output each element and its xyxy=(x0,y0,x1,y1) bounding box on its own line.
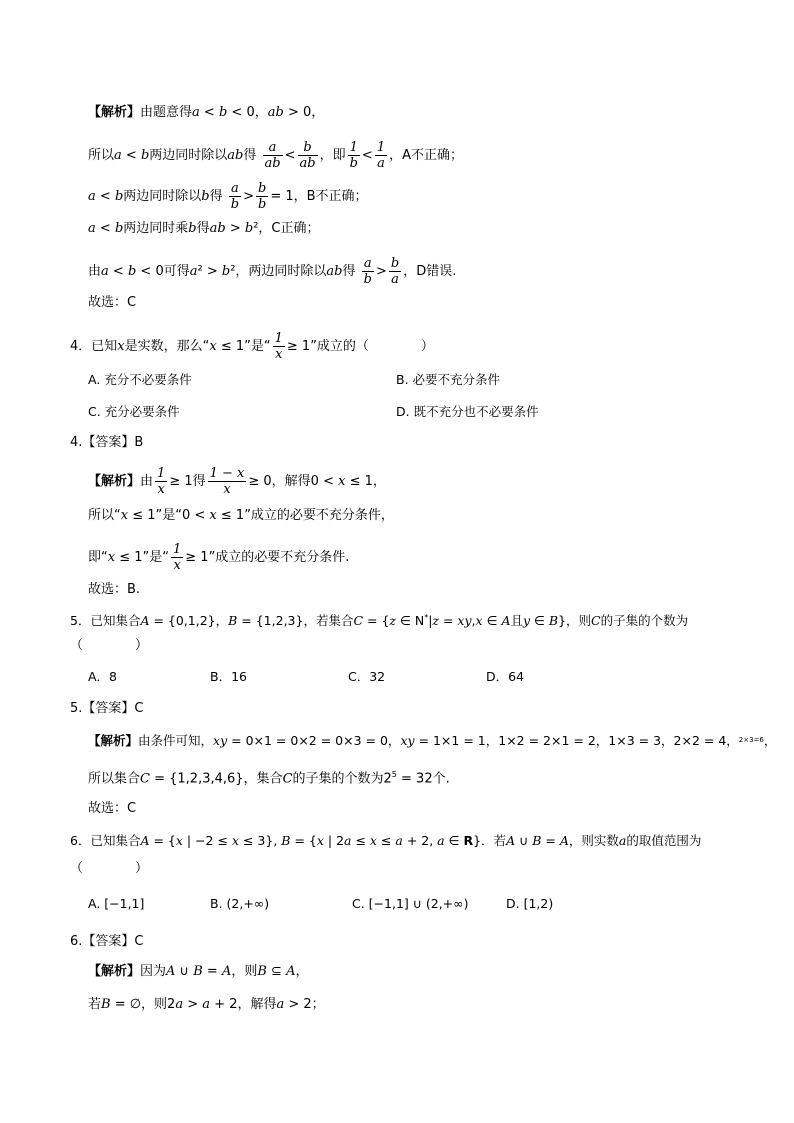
q6-option-d: D. [1,2) xyxy=(506,896,554,911)
q4-option-a: A. 充分不必要条件 xyxy=(88,372,192,387)
q5-option-b: B．16 xyxy=(210,669,247,684)
question-5: 5．已知集合A = {0,1,2}，B = {1,2,3}，若集合C = {z ∈ N*|z = xy,x ∈ A且y ∈ B}，则C的子集的个数为 xyxy=(70,613,689,629)
question-4: 4．已知x是实数，那么“x ≤ 1”是“ $\frac{1}{x}$ ≥ 1”成立的（ ） xyxy=(70,331,434,362)
q5-select: 故选：C xyxy=(88,801,137,816)
q6-option-a: A. [−1,1] xyxy=(88,896,145,911)
q6-option-c: C. [−1,1] ∪ (2,+∞) xyxy=(352,896,469,911)
q4-option-c: C. 充分必要条件 xyxy=(88,404,180,419)
analysis-line-2: 所以a < b两边同时除以ab得 $\frac{a}{ab}$ < $\frac{b}{ab}$ ，即 $\frac{1}{b}$ < $\frac{1}{a}$ ，A不正确； xyxy=(88,140,464,171)
q6-option-b: B. (2,+∞) xyxy=(210,896,270,911)
q6-paren: （ ） xyxy=(70,861,149,876)
q4-option-b: B. 必要不充分条件 xyxy=(396,372,501,387)
q4-answer: 4.【答案】B xyxy=(70,435,144,450)
q4-analysis-line-2: 所以“x ≤ 1”是“0 < x ≤ 1”成立的必要不充分条件， xyxy=(88,508,394,523)
q5-option-a: A．8 xyxy=(88,669,118,684)
q4-option-d: D. 既不充分也不必要条件 xyxy=(396,404,539,419)
analysis-line-3: a < b两边同时除以b得 $\frac{a}{b}$ > $\frac{b}{b}$ = 1，B不正确； xyxy=(88,181,368,212)
q6-answer: 6.【答案】C xyxy=(70,934,144,949)
analysis-line-5: 由a < b < 0可得a² > b²，两边同时除以ab得 $\frac{a}{b}$ > $\frac{b}{a}$ ，D错误. xyxy=(88,256,457,287)
q4-analysis-line-1: 【解析】由 $\frac{1}{x}$ ≥ 1得 $\frac{1 - x}{x}$ ≥ 0，解得0 < x ≤ 1， xyxy=(88,466,386,497)
q6-analysis-line-2: 若B = ∅，则2a > a + 2，解得a > 2； xyxy=(88,997,325,1012)
analysis-line-1: 【解析】由题意得a < b < 0，ab > 0， xyxy=(88,105,325,120)
q5-option-c: C．32 xyxy=(348,669,386,684)
q6-analysis-line-1: 【解析】因为A ∪ B = A，则B ⊆ A， xyxy=(88,964,309,979)
q5-paren: （ ） xyxy=(70,638,149,653)
q5-option-d: D．64 xyxy=(486,669,525,684)
question-6: 6．已知集合A = {x | −2 ≤ x ≤ 3}, B = {x | 2a ≤ x ≤ a + 2, a ∈ R}．若A ∪ B = A，则实数a的取值范围为 xyxy=(70,833,702,848)
answer-select-3: 故选：C xyxy=(88,295,137,310)
q4-select: 故选：B. xyxy=(88,582,141,597)
q5-analysis-line-2: 所以集合C = {1,2,3,4,6}，集合C的子集的个数为$2^5 = 32$个. xyxy=(88,770,450,787)
q5-answer: 5.【答案】C xyxy=(70,701,144,716)
analysis-line-4: a < b两边同时乘b得ab > b²，C正确； xyxy=(88,221,320,236)
q4-analysis-line-3: 即“x ≤ 1”是“ $\frac{1}{x}$ ≥ 1”成立的必要不充分条件. xyxy=(88,542,350,573)
q5-analysis-line-1: 【解析】由条件可知，xy = 0×1 = 0×2 = 0×3 = 0，xy = 1×1 = 1，1×2 = 2×1 = 2，1×3 = 3，2×2 = 4，$^{2\times 3=6}$， xyxy=(88,733,777,748)
